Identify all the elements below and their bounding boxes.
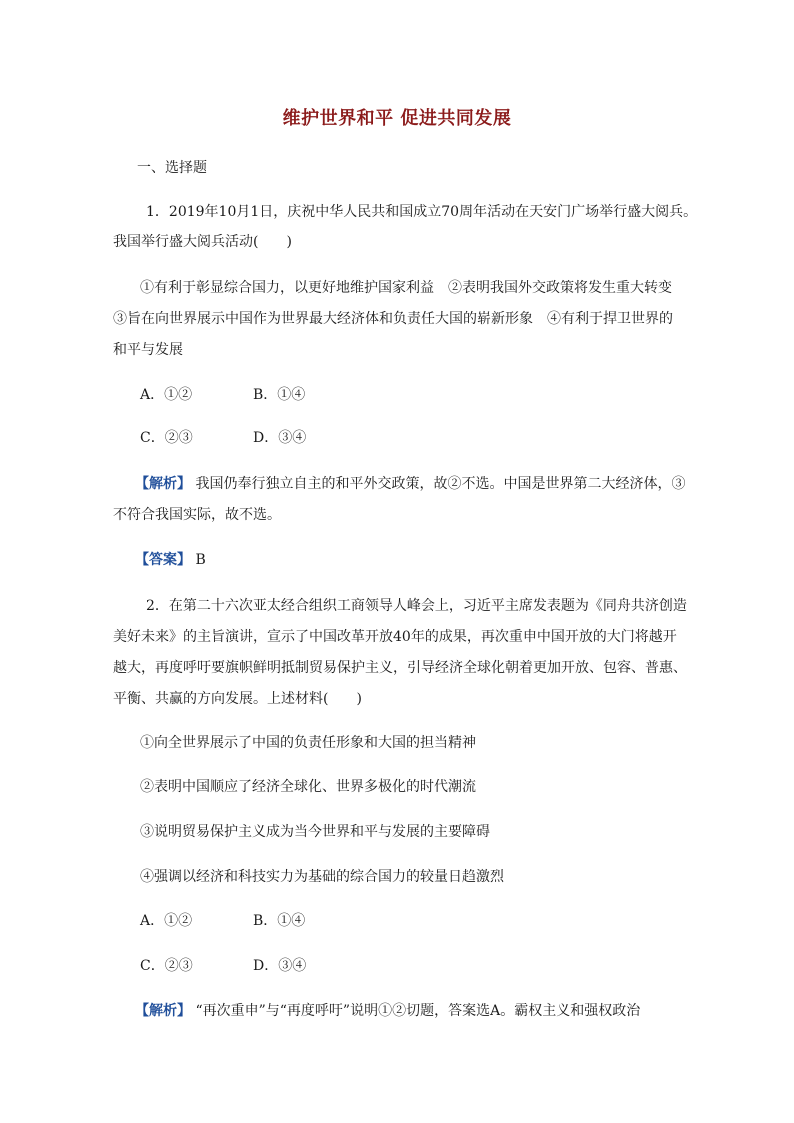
- q2-option-c: C．②③: [140, 958, 193, 974]
- q1-answer-line: [135, 552, 206, 568]
- q2-stem-line-2: 美好未来》的主旨演讲，宣示了中国改革开放40年的成果，再次重申中国开放的大门将越开: [113, 629, 677, 645]
- q1-items-line-3: 和平与发展: [113, 342, 183, 358]
- q1-stem-line-2: 我国举行盛大阅兵活动( ): [113, 234, 292, 250]
- section-heading: 一、选择题: [137, 160, 207, 176]
- q1-items-line-1: ①有利于彰显综合国力，以更好地维护国家利益 ②表明我国外交政策将发生重大转变: [140, 280, 672, 296]
- q2-stem-line-4: 平衡、共赢的方向发展。上述材料( ): [113, 691, 362, 707]
- q2-analysis-label: 【解析】: [135, 1003, 191, 1019]
- q2-item-4: ④强调以经济和科技实力为基础的综合国力的较量日趋激烈: [140, 869, 504, 885]
- q1-answer-value: B: [195, 552, 206, 568]
- q1-analysis-line-2: 不符合我国实际，故不选。: [113, 507, 281, 523]
- q2-item-2: ②表明中国顺应了经济全球化、世界多极化的时代潮流: [140, 779, 476, 795]
- q1-option-b: B．①④: [253, 387, 306, 403]
- q2-stem-line-3: 越大，再度呼吁要旗帜鲜明抵制贸易保护主义，引导经济全球化朝着更加开放、包容、普惠、: [113, 660, 687, 676]
- q1-option-a: A．①②: [140, 387, 193, 403]
- q2-stem-line-1: 2．在第二十六次亚太经合组织工商领导人峰会上，习近平主席发表题为《同舟共济创造: [146, 598, 687, 614]
- q2-analysis-text: “再次重申”与“再度呼吁”说明①②切题，答案选A。霸权主义和强权政治: [195, 1003, 641, 1019]
- q2-item-3: ③说明贸易保护主义成为当今世界和平与发展的主要障碍: [140, 824, 490, 840]
- q1-items-line-2: ③旨在向世界展示中国作为世界最大经济体和负责任大国的崭新形象 ④有利于捍卫世界的: [113, 311, 673, 327]
- q2-analysis-line-1: [135, 1003, 640, 1019]
- q2-option-a: A．①②: [140, 913, 193, 929]
- q2-item-1: ①向全世界展示了中国的负责任形象和大国的担当精神: [140, 735, 476, 751]
- document-title: 维护世界和平 促进共同发展: [282, 108, 512, 129]
- q1-analysis-text: 我国仍奉行独立自主的和平外交政策，故②不选。中国是世界第二大经济体，③: [195, 476, 686, 492]
- q2-option-d: D．③④: [253, 958, 307, 974]
- q2-option-b: B．①④: [253, 913, 306, 929]
- q1-stem-line-1: 1．2019年10月1日，庆祝中华人民共和国成立70周年活动在天安门广场举行盛大阅兵。: [146, 204, 698, 220]
- q1-analysis-label: 【解析】: [135, 476, 191, 492]
- q1-analysis-line-1: [135, 476, 685, 492]
- q1-option-d: D．③④: [253, 430, 307, 446]
- q1-answer-label: 【答案】: [135, 552, 191, 568]
- q1-option-c: C．②③: [140, 430, 193, 446]
